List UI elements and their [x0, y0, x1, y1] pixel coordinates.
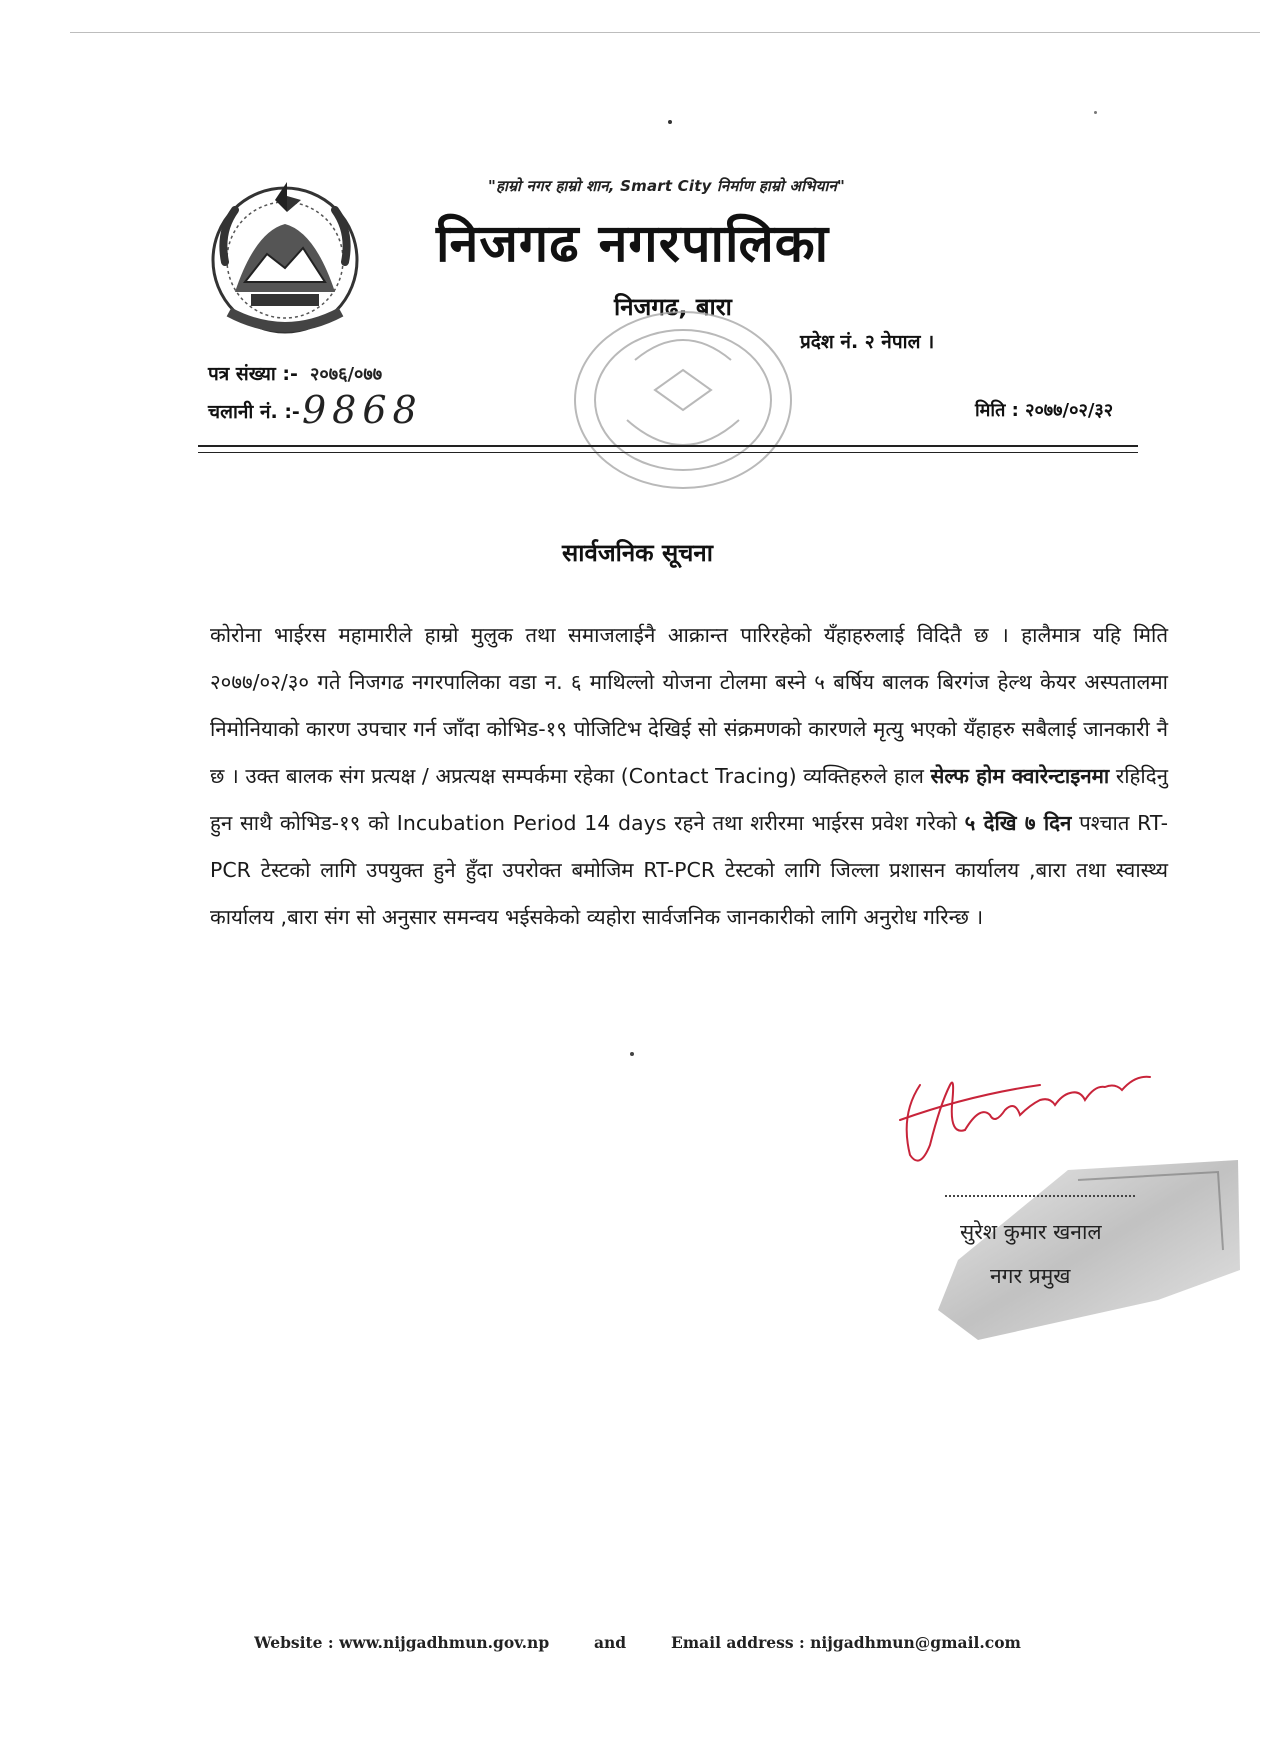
scan-speck [630, 1052, 634, 1056]
website-link[interactable]: www.nijgadhmun.gov.np [339, 1633, 550, 1652]
signatory-name: सुरेश कुमार खनाल [960, 1220, 1102, 1244]
header-divider [198, 452, 1138, 453]
office-stamp-icon [565, 300, 800, 500]
signatory-title: नगर प्रमुख [990, 1264, 1071, 1288]
email-label: Email address : [670, 1633, 805, 1652]
footer-and: and [593, 1633, 627, 1652]
notice-emphasis: ५ देखि ७ दिन [964, 811, 1072, 835]
dispatch-number-value: 9868 [302, 388, 423, 432]
header-divider [198, 445, 1138, 447]
org-name: निजगढ नगरपालिका [436, 214, 830, 274]
dispatch-number-label: चलानी नं. :- [208, 401, 300, 423]
notice-emphasis: सेल्फ होम क्वारेन्टाइनमा [930, 764, 1110, 788]
footer [0, 1633, 1275, 1652]
website-label: Website : [254, 1633, 334, 1652]
signature-line [945, 1195, 1135, 1197]
notice-text-part: कोरोना भाईरस महामारीले हाम्रो मुलुक तथा समाजलाईनै आक्रान्त पारिरहेको यँहाहरुलाई विदितै छ । हालैमात्र यहि मिति २०७७/०२/३० गते निजगढ नगरपालिका वडा न. ६ माथिल्लो योजना टोलमा बस्ने ५ बर्षिय बालक बिरगंज हेल्थ केयर अस्पतालमा निमोनियाको कारण उपचार गर्न जाँदा कोभिड-१९ पोजिटिभ देखिई सो संक्रमणको कारणले मृत्यु भएको यँहाहरु सबैलाई जानकारी नै छ । उक्त बालक संग प्रत्यक्ष / अप्रत्यक्ष सम्पर्कमा रहेका (Contact Tracing) व्यक्तिहरुले हाल [210, 623, 1168, 788]
slogan: "हाम्रो नगर हाम्रो शान, Smart City निर्माण हाम्रो अभियान" [488, 177, 846, 195]
letter-number-label: पत्र संख्या :- [208, 363, 298, 385]
org-location: निजगढ, बारा [614, 293, 732, 321]
notice-text-part: पश्चात RT-PCR टेस्टको लागि उपयुक्त हुने हुँदा उपरोक्त बमोजिम RT-PCR टेस्टको लागि जिल्ला प्रशासन कार्यालय ,बारा तथा स्वास्थ्य कार्यालय ,बारा संग सो अनुसार समन्वय भईसकेको व्यहोरा सार्वजनिक जानकारीको लागि अनुरोध गरिन्छ । [210, 811, 1168, 929]
signatory-stamp-icon [918, 1150, 1248, 1350]
notice-title: सार्वजनिक सूचना [562, 539, 713, 567]
top-border-line [70, 32, 1260, 33]
scan-speck [668, 120, 672, 124]
org-province: प्रदेश नं. २ नेपाल । [800, 331, 935, 353]
scan-speck [1094, 111, 1097, 114]
letter-number-value: २०७६/०७७ [310, 364, 383, 385]
document-date: मिति : २०७७/०२/३२ [975, 400, 1114, 421]
email-link[interactable]: nijgadhmun@gmail.com [810, 1633, 1021, 1652]
notice-text-part: रहिदिनु हुन साथै कोभिड-१९ को Incubation Period 14 days रहने तथा शरीरमा भाईरस प्रवेश गरेको [210, 764, 1168, 835]
nepal-emblem-icon [205, 172, 365, 342]
handwritten-signature-icon [890, 1045, 1180, 1180]
notice-body [210, 612, 1168, 941]
